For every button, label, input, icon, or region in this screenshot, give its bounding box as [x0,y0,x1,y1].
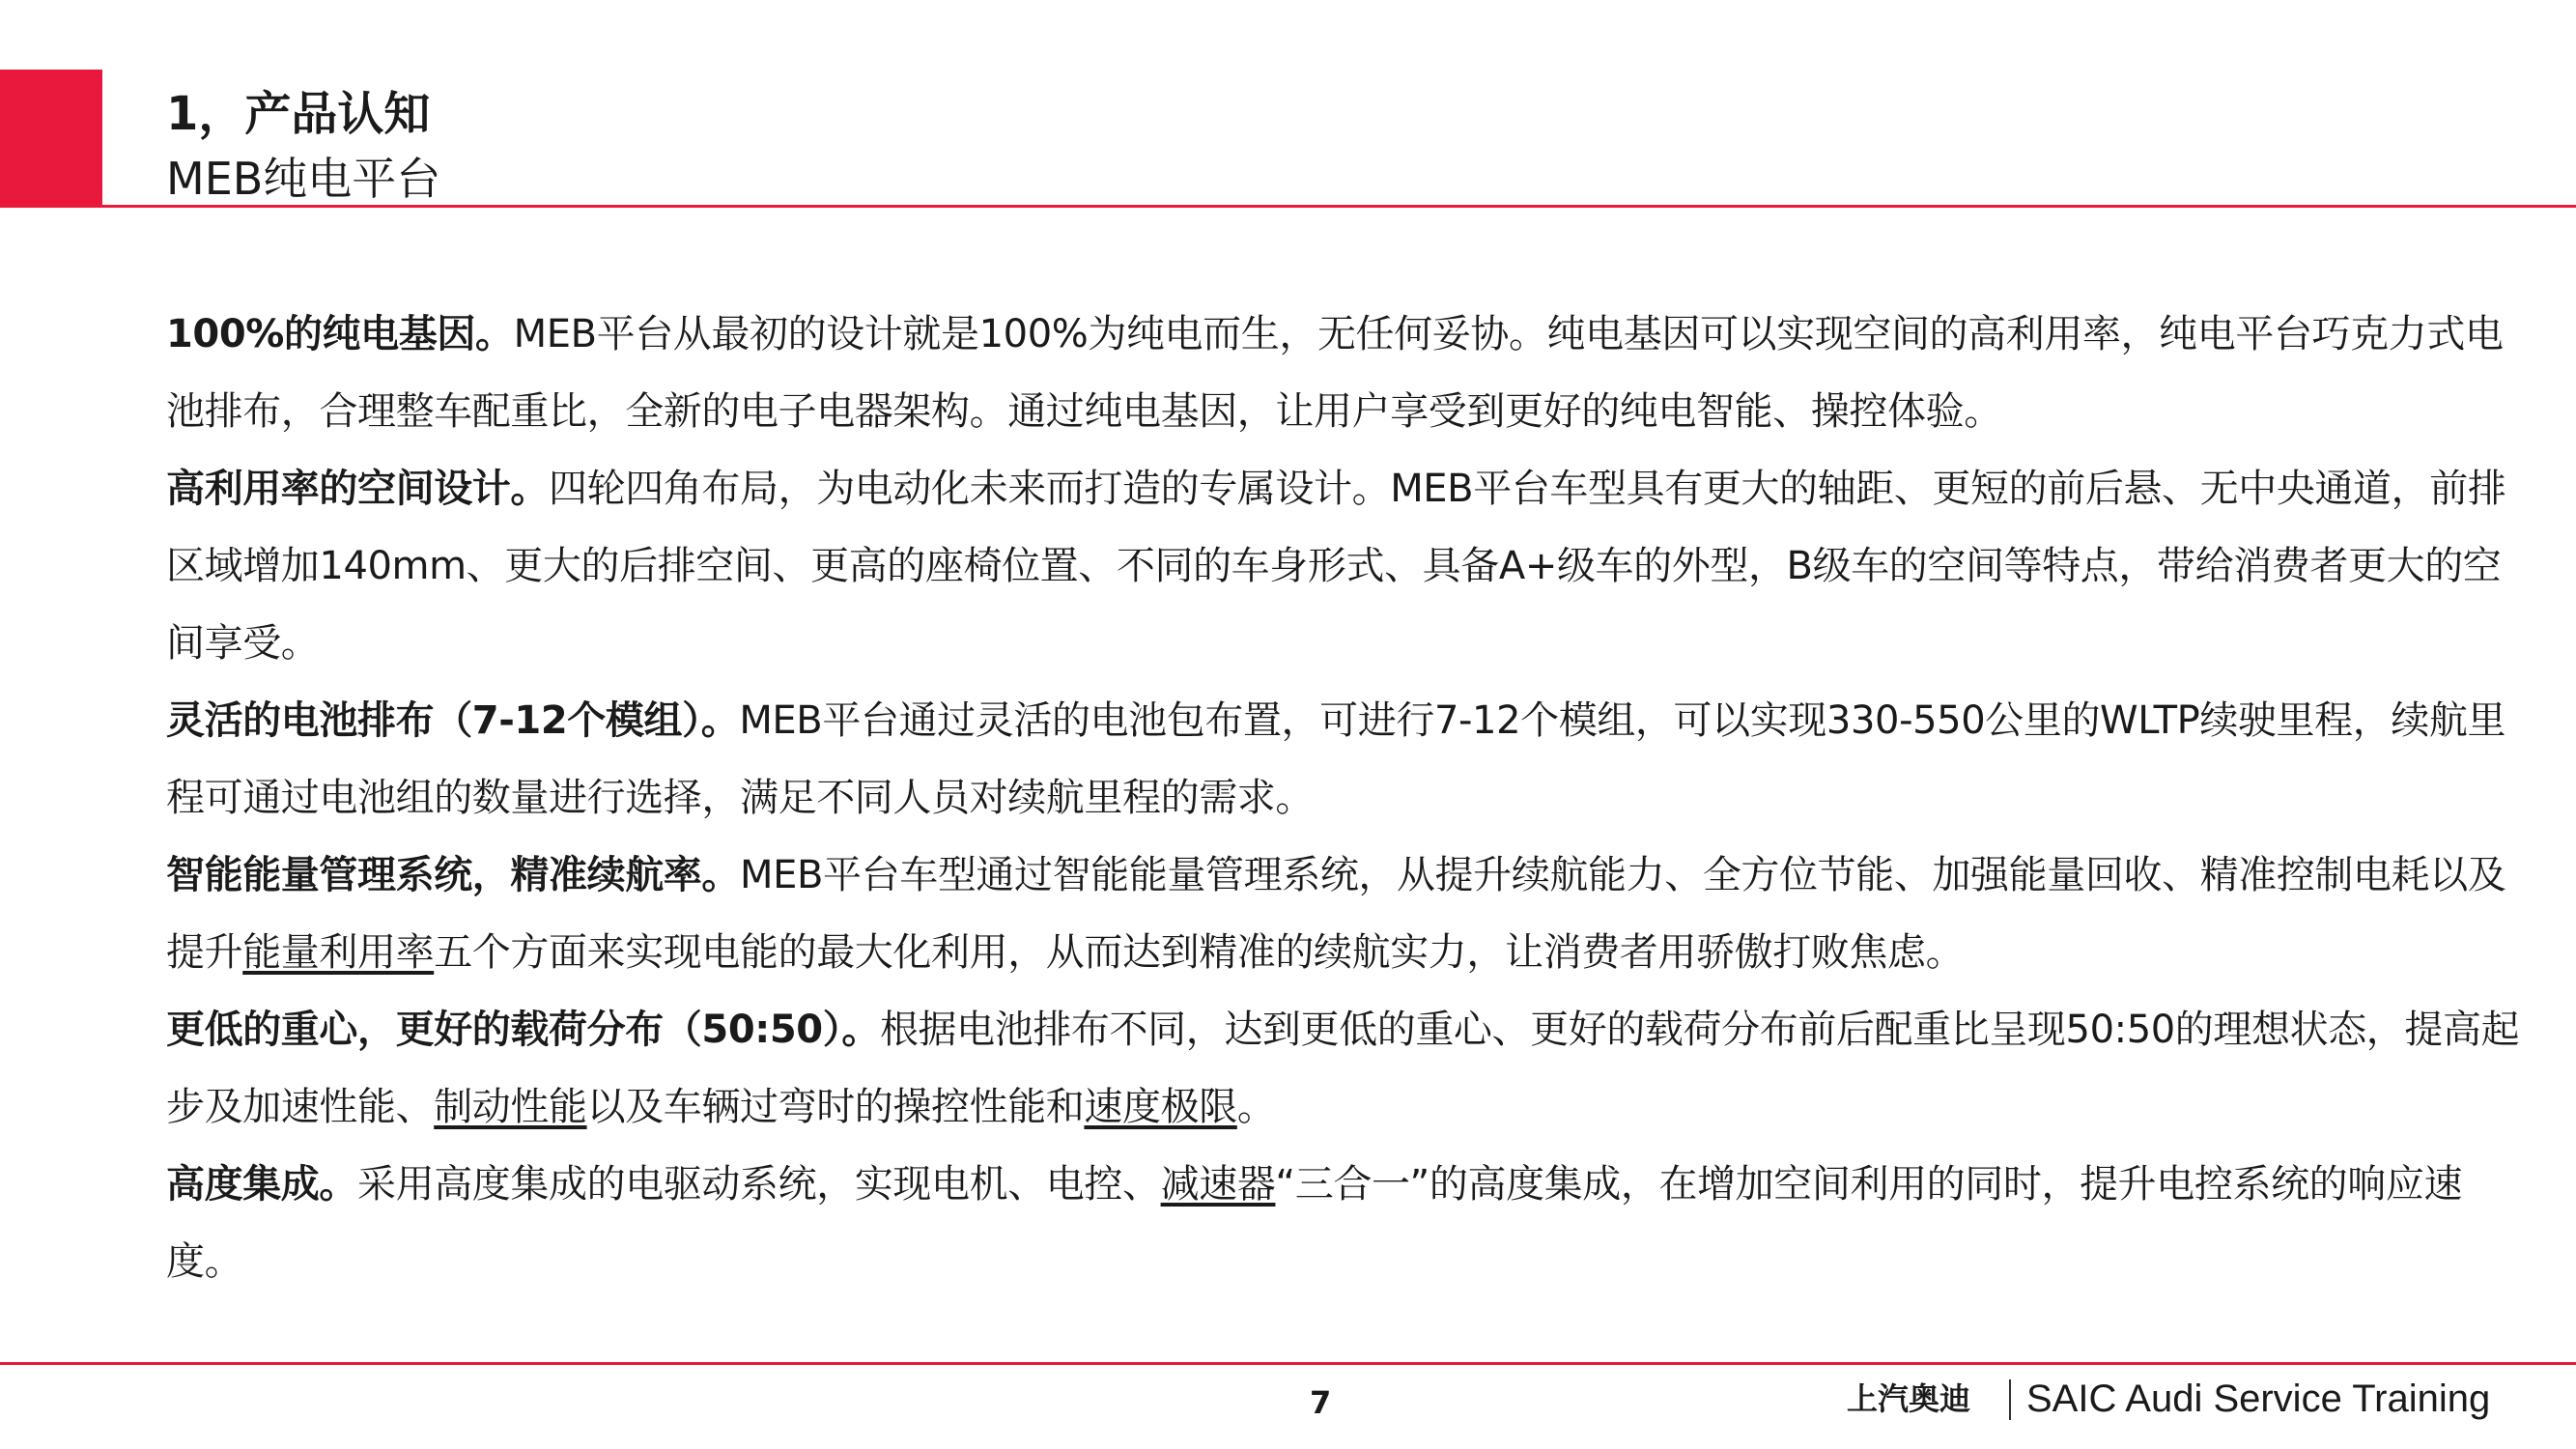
footer-divider [0,1362,2576,1365]
body-content [166,296,2523,1300]
paragraph-lead: 100%的纯电基因。 [166,312,514,356]
paragraph-text: 五个方面来实现电能的最大化利用，从而达到精准的续航实力，让消费者用骄傲打败焦虑。 [434,930,1965,975]
page-number: 7 [1310,1384,1332,1421]
paragraph-text: 。 [1236,1085,1276,1129]
paragraph-text: 四轮四角布局，为电动化未来而打造的专属设计。MEB平台车型具有更大的轴距、更短的前后悬、无中央通道，前排区域增加140mm、更大的后排空间、更高的座椅位置、不同的车身形式、具备A+级车的外型，B级车的空间等特点，带给消费者更大的空间享受。 [166,467,2506,666]
link-energy-utilization[interactable]: 能量利用率 [242,930,435,975]
paragraph-energy-management [166,837,2523,991]
paragraph-text: 根据电池排布不同，达到更低的重心、更好的载荷分布前后配重比呈现50:50的理想状态，提高起步及加速性能、 [166,1008,2520,1129]
paragraph-high-integration [166,1146,2523,1300]
brand-separator [2009,1379,2011,1420]
paragraph-text: “三合一”的高度集成，在增加空间利用的同时，提升电控系统的响应速度。 [166,1162,2463,1284]
paragraph-lead: 智能能量管理系统，精准续航率。 [166,853,740,897]
page-title: 1，产品认知 [166,87,431,141]
paragraph-lead: 更低的重心，更好的载荷分布（50:50）。 [166,1008,880,1052]
paragraph-pure-electric-gene [166,296,2523,450]
paragraph-lead: 高利用率的空间设计。 [166,467,549,511]
link-reducer[interactable]: 减速器 [1160,1162,1276,1207]
title-accent-block [0,70,102,208]
link-braking-performance[interactable]: 制动性能 [434,1085,587,1129]
paragraph-center-of-gravity [166,991,2523,1146]
paragraph-text: MEB平台从最初的设计就是100%为纯电而生，无任何妥协。纯电基因可以实现空间的高利用率，纯电平台巧克力式电池排布，合理整车配重比，全新的电子电器架构。通过纯电基因，让用户享受到更好的纯电智能、操控体验。 [166,312,2504,434]
paragraph-lead: 高度集成。 [166,1162,357,1207]
paragraph-lead: 灵活的电池排布（7-12个模组）。 [166,698,740,743]
paragraph-text: 采用高度集成的电驱动系统，实现电机、电控、 [357,1162,1161,1207]
title-divider [0,205,2576,208]
paragraph-text: MEB平台通过灵活的电池包布置，可进行7-12个模组，可以实现330-550公里的WLTP续驶里程，续航里程可通过电池组的数量进行选择，满足不同人员对续航里程的需求。 [166,698,2506,820]
brand-logo-text: 上汽奥迪 [1847,1380,1971,1417]
paragraph-space-design [166,450,2523,682]
link-speed-limit[interactable]: 速度极限 [1084,1085,1237,1129]
paragraph-battery-layout [166,682,2523,837]
paragraph-text: MEB平台车型通过智能能量管理系统，从提升续航能力、全方位节能、加强能量回收、精准控制电耗以及提升 [166,853,2506,975]
paragraph-text: 以及车辆过弯时的操控性能和 [586,1085,1085,1129]
page-subtitle: MEB纯电平台 [166,153,441,205]
brand-training-label: SAIC Audi Service Training [2026,1378,2491,1420]
